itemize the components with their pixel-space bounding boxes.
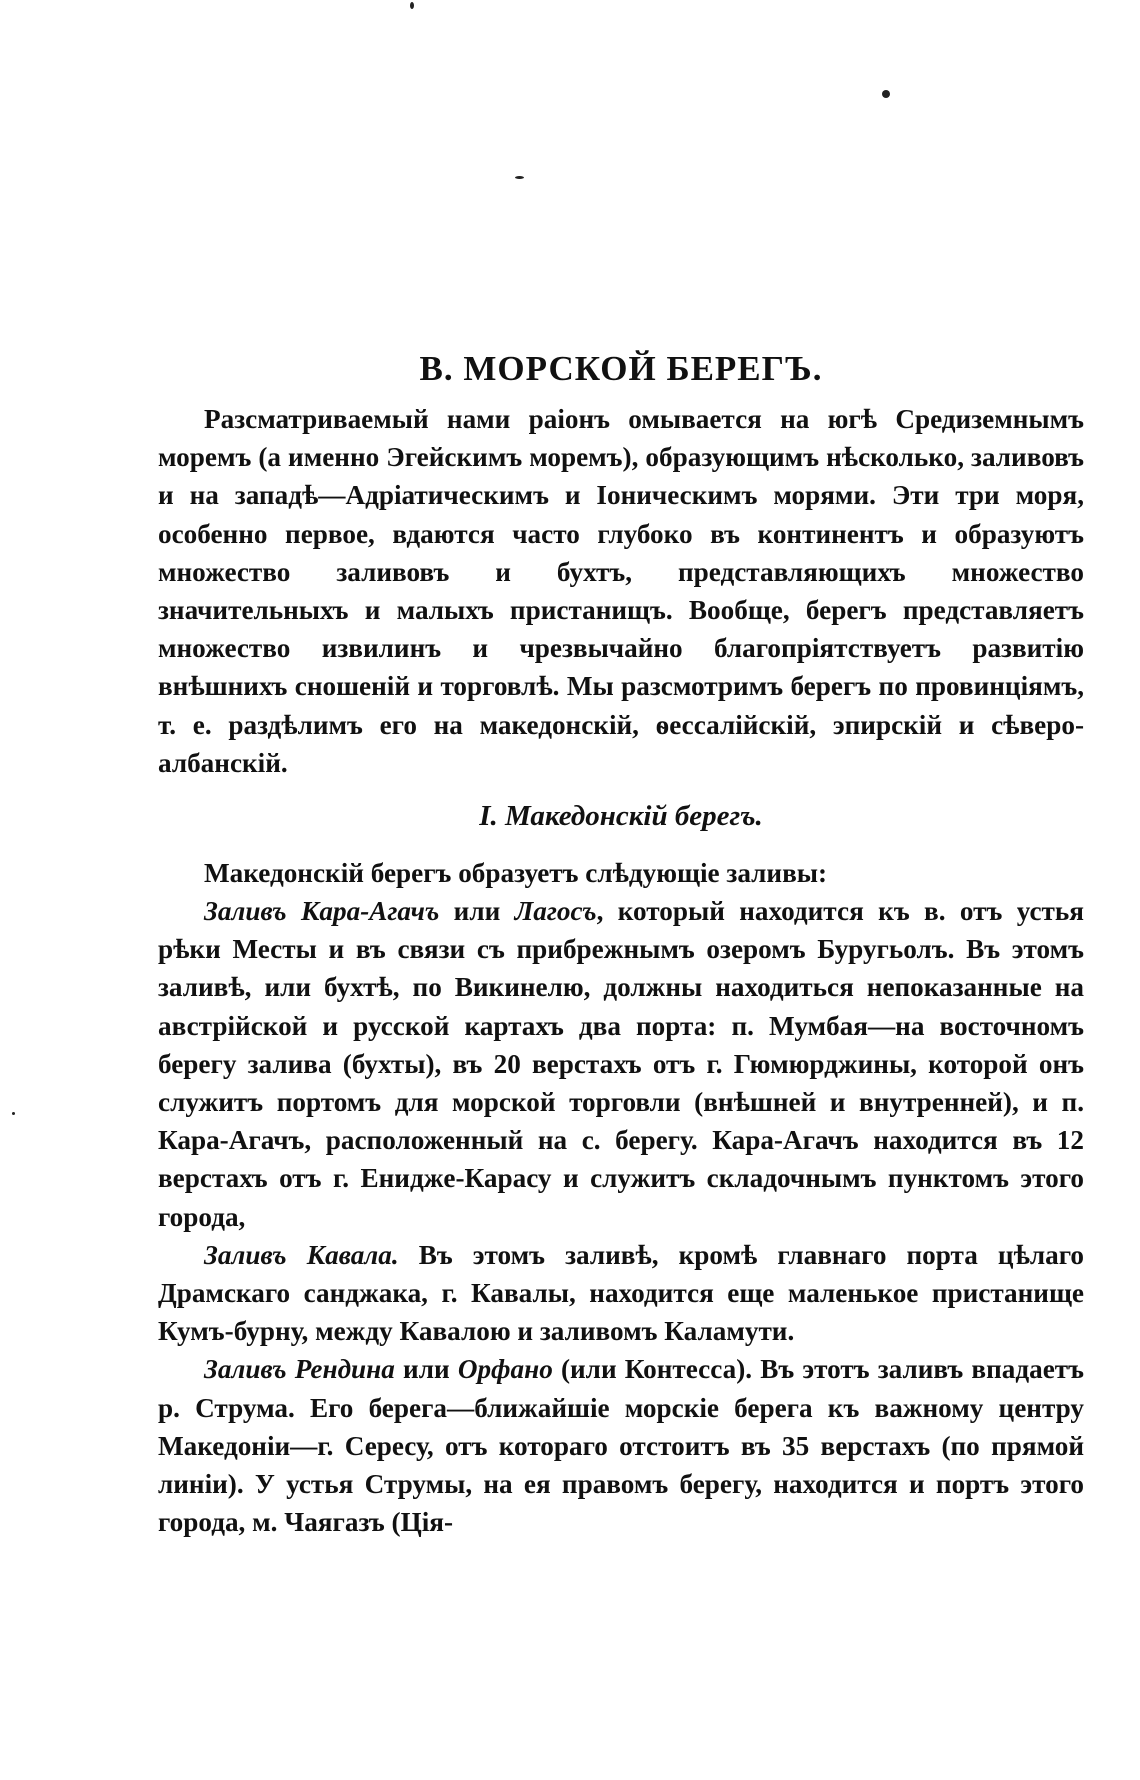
intro-paragraph: Разсматриваемый нами раіонъ омывается на югѣ Средиземнымъ моремъ (а именно Эгейскимъ моремъ), образующимъ нѣсколько, заливовъ и на западѣ—Адріатическимъ и Іоническимъ морями. Эти три моря, особенно первое, вдаются часто глубоко въ континентъ и образуютъ множество заливовъ и бухтъ, представляющихъ множество значительныхъ и малыхъ пристанищъ. Вообще, берегъ представляетъ множество извилинъ и чрезвычайно благопріятствуетъ развитію внѣшнихъ сношеній и торговлѣ. Мы разсмотримъ берегъ по провинціямъ, т. е. раздѣлимъ его на македонскій, ѳессалійскій, эпирскій и сѣверо-албанскій.: [158, 404, 1084, 778]
scan-speck: [515, 176, 524, 179]
paragraph-kara-agach: [158, 892, 1084, 1236]
gulf-name: Заливъ Рендина: [204, 1354, 395, 1385]
scan-speck: [410, 2, 414, 9]
paragraph-kavala: [158, 1236, 1084, 1351]
scan-speck: [882, 90, 890, 98]
gulf-name-alt: Орфано: [457, 1354, 553, 1385]
page-content: [158, 348, 1084, 1541]
subsection-title: I. Македонскій берегъ.: [479, 800, 763, 833]
scan-speck: [12, 1112, 15, 1115]
lead-paragraph: Македонскій берегъ образуетъ слѣдующіе заливы:: [204, 857, 828, 888]
paragraph-rendina: [158, 1350, 1084, 1541]
gulf-name: Заливъ Кавала.: [204, 1239, 399, 1270]
gulf-name: Заливъ Кара-Агачъ: [204, 895, 440, 926]
gulf-name-alt: Лагосъ: [514, 895, 597, 926]
paragraph-text: (или Контесса). Въ этотъ заливъ впадаетъ р. Струма. Его берега—ближайшіе морскіе берега къ важному центру Македоніи—г. Сересу, отъ котораго отстоитъ въ 35 верстахъ (по прямой линіи). У устья Струмы, на ея правомъ берегу, находится и портъ этого города, м. Чаягазъ (Ція-: [158, 1354, 1084, 1538]
connector-text: или: [439, 895, 515, 926]
section-title: В. МОРСКОЙ БЕРЕГЪ.: [419, 349, 823, 388]
paragraph-text: Въ этомъ заливѣ, кромѣ главнаго порта цѣлаго Драмскаго санджака, г. Кавалы, находится еще маленькое пристанище Кумъ-бурну, между Кавалою и заливомъ Каламути.: [158, 1239, 1084, 1347]
connector-text: или: [394, 1354, 458, 1385]
paragraph-text: , который находится къ в. отъ устья рѣки Месты и въ связи съ прибрежнымъ озеромъ Буругьолъ. Въ этомъ заливѣ, или бухтѣ, по Викинелю, должны находиться непоказанные на австрійской и русской картахъ два порта: п. Мумбая—на восточномъ берегу залива (бухты), въ 20 верстахъ отъ г. Гюмюрджины, которой онъ служитъ портомъ для морской торговли (внѣшней и внутренней), и п. Кара-Агачъ, расположенный на с. берегу. Кара-Агачъ находится въ 12 верстахъ отъ г. Ениджe-Карасу и служитъ складочнымъ пунктомъ этого города,: [158, 895, 1085, 1232]
